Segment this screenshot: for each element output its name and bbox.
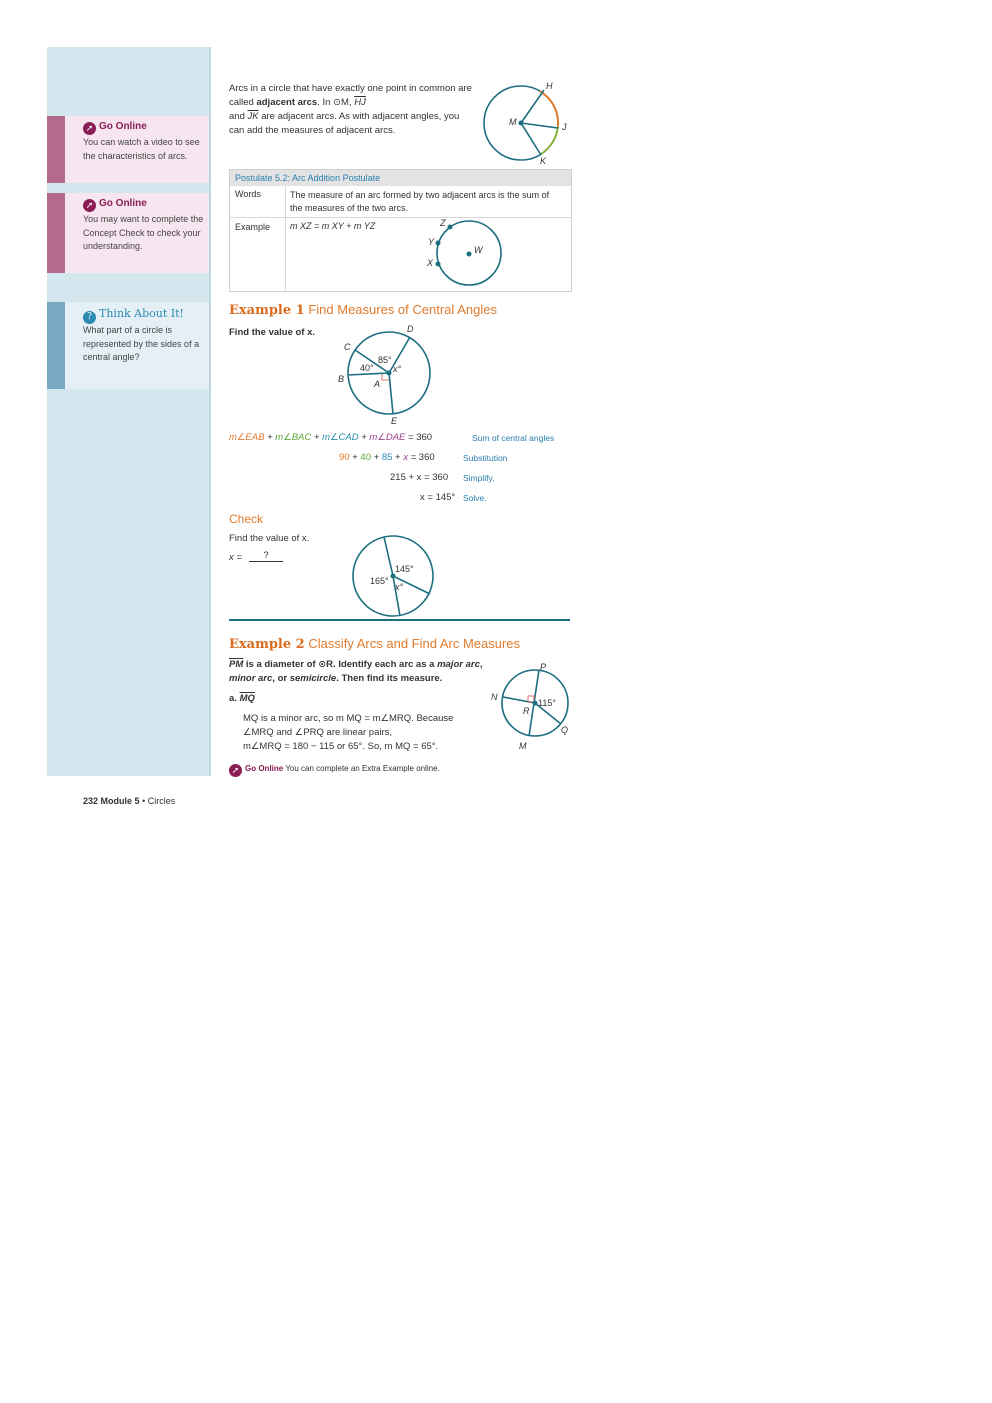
think-about-it-note xyxy=(47,302,209,389)
arc-addition-figure xyxy=(420,218,510,293)
label-D: D xyxy=(407,324,414,334)
label-R: R xyxy=(523,706,530,716)
think-body: What part of a circle is represented by the sides of a central angle? xyxy=(83,325,200,362)
check-prompt: Find the value of x. xyxy=(229,533,310,544)
step-4: x = 145° xyxy=(420,492,456,503)
label-C: C xyxy=(344,342,351,352)
cursor-icon: ➚ xyxy=(229,764,242,777)
postulate-header: Postulate 5.2: Arc Addition Postulate xyxy=(230,170,571,186)
go-online-note-concept-check[interactable] xyxy=(47,193,209,273)
part-a-label: a. $\overline{MQ}$ xyxy=(229,693,255,704)
label-A: A xyxy=(374,379,381,389)
label-Z: Z xyxy=(440,218,446,228)
example-label: Example xyxy=(235,222,271,232)
adjacent-arcs-figure xyxy=(478,76,573,171)
note-accent-bar xyxy=(47,193,65,273)
step-3: 215 + x = 360 xyxy=(390,472,449,483)
angle-115: 115° xyxy=(538,698,556,708)
label-M: M xyxy=(519,741,527,751)
check-figure xyxy=(348,532,438,622)
diameter-figure xyxy=(488,660,578,755)
example-formula: m XZ = m XY + m YZ xyxy=(290,221,376,231)
words-label: Words xyxy=(235,189,261,199)
answer-blank[interactable]: ? xyxy=(249,550,283,562)
page-number: 232 xyxy=(83,796,99,806)
think-title: ? Think About It! xyxy=(83,307,184,324)
label-X: X xyxy=(427,258,434,268)
angle-145: 145° xyxy=(395,564,414,574)
intro-paragraph: Arcs in a circle that have exactly one point in common are called adjacent arcs. In ⊙M, $\overline{HJ}$ and $\overline{JK}$ are adjacent arcs. As with adjacent angles, you can add the measures of adjacent arcs. xyxy=(229,83,472,136)
section-divider xyxy=(229,619,570,621)
page-footer: 232 Module 5 • Circles xyxy=(83,796,176,806)
go-online-note-video[interactable] xyxy=(47,116,209,183)
angle-165: 165° xyxy=(370,576,389,586)
label-K: K xyxy=(540,156,547,166)
step-2: 90 + 40 + 85 + x = 360 xyxy=(339,452,435,463)
note-accent-bar xyxy=(47,302,65,389)
label-Q: Q xyxy=(561,725,569,735)
label-W: W xyxy=(474,245,483,255)
go-online-extra-example[interactable]: ➚ Go Online You can complete an Extra Example online. xyxy=(229,764,440,777)
check-heading: Check xyxy=(229,512,264,526)
angle-85: 85° xyxy=(378,355,392,365)
go-online-body: You can watch a video to see the characteristics of arcs. xyxy=(83,137,200,161)
lightbulb-icon: ? xyxy=(83,311,96,324)
cursor-icon: ➚ xyxy=(83,122,96,135)
label-N: N xyxy=(491,692,498,702)
label-P: P xyxy=(540,662,547,672)
step-3-reason: Simplify. xyxy=(463,473,495,483)
go-online-title: ➚ Go Online xyxy=(83,198,147,212)
central-angles-figure xyxy=(330,320,440,430)
angle-x: x° xyxy=(395,582,404,592)
label-H: H xyxy=(546,81,553,91)
step-1: m∠EAB + m∠BAC + m∠CAD + m∠DAE = 360 xyxy=(229,432,433,443)
angle-x: x° xyxy=(393,364,402,374)
go-online-title: ➚ Go Online xyxy=(83,121,147,135)
label-M: M xyxy=(509,117,517,127)
words-text: The measure of an arc formed by two adjacent arcs is the sum of the measures of the two arcs. xyxy=(290,190,550,213)
postulate-box xyxy=(229,169,572,292)
step-1-reason: Sum of central angles xyxy=(472,433,555,443)
example-1-heading: Example 1 Find Measures of Central Angles xyxy=(229,302,497,318)
angle-40: 40° xyxy=(360,363,374,373)
part-a-solution: MQ is a minor arc, so m MQ = m∠MRQ. Because ∠MRQ and ∠PRQ are linear pairs, m∠MRQ = 180 − 115 or 65°. So, m MQ = 65°. xyxy=(243,713,454,752)
label-J: J xyxy=(562,122,567,132)
example-2-prompt: $\overline{PM}$ is a diameter of ⊙R. Identify each arc as a major arc, minor arc, or semicircle. Then find its measure. xyxy=(229,659,483,684)
step-2-reason: Substitution xyxy=(463,453,508,463)
sidebar-divider xyxy=(209,47,211,776)
step-4-reason: Solve. xyxy=(463,493,487,503)
cursor-icon: ➚ xyxy=(83,199,96,212)
go-online-body: You may want to complete the Concept Check to check your understanding. xyxy=(83,214,204,251)
label-Y: Y xyxy=(428,237,435,247)
check-answer: x = xyxy=(229,552,242,563)
example-2-heading: Example 2 Classify Arcs and Find Arc Measures xyxy=(229,636,521,652)
note-accent-bar xyxy=(47,116,65,183)
example-1-prompt: Find the value of x. xyxy=(229,327,316,338)
term-adjacent-arcs: adjacent arcs xyxy=(256,97,318,108)
label-B: B xyxy=(338,374,345,384)
label-E: E xyxy=(391,416,398,426)
